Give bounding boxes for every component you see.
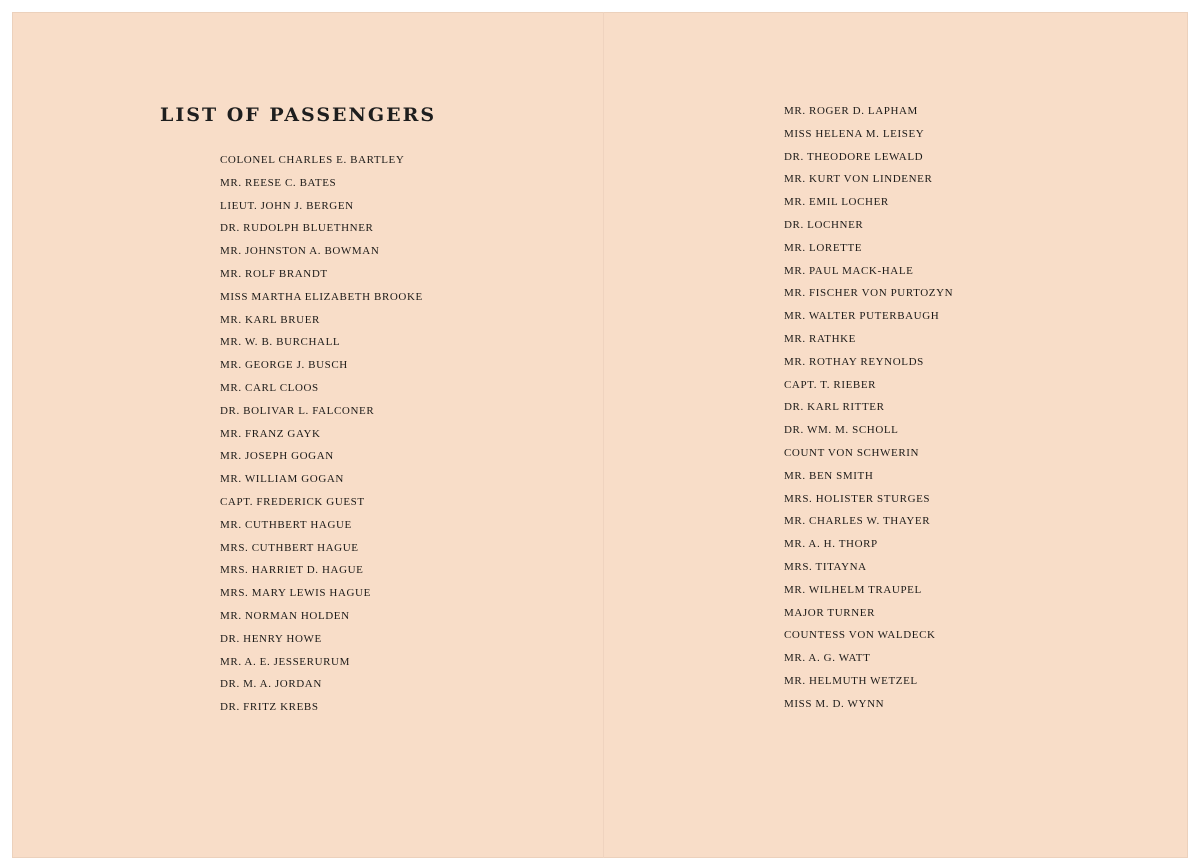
passenger-list-left [220, 152, 423, 722]
passenger-name: MR. FISCHER VON PURTOZYN [784, 287, 954, 300]
passenger-name: MR. ROLF BRANDT [220, 267, 328, 280]
passenger-name: MR. PAUL MACK-HALE [784, 264, 914, 277]
passenger-name: COUNTESS VON WALDECK [784, 629, 936, 642]
passenger-name: MISS M. D. WYNN [784, 697, 885, 710]
passenger-name: MR. WALTER PUTERBAUGH [784, 310, 940, 323]
passenger-name: MR. EMIL LOCHER [784, 196, 889, 209]
passenger-name: MR. KURT VON LINDENER [784, 173, 933, 186]
passenger-name: MR. A. G. WATT [784, 652, 871, 665]
passenger-name: MR. CARL CLOOS [220, 381, 319, 394]
passenger-name: MR. WILLIAM GOGAN [220, 473, 344, 486]
passenger-name: MRS. HOLISTER STURGES [784, 492, 931, 505]
passenger-name: MR. ROGER D. LAPHAM [784, 105, 918, 117]
passenger-name: MISS HELENA M. LEISEY [784, 127, 925, 140]
passenger-name: MR. CHARLES W. THAYER [784, 515, 931, 528]
passenger-name: MR. ROTHAY REYNOLDS [784, 355, 924, 368]
passenger-name: MISS MARTHA ELIZABETH BROOKE [220, 290, 423, 303]
passenger-name: MRS. TITAYNA [784, 560, 867, 573]
center-fold [603, 12, 604, 858]
passenger-name: DR. KARL RITTER [784, 401, 885, 414]
passenger-name: DR. LOCHNER [784, 218, 864, 231]
passenger-name: MRS. HARRIET D. HAGUE [220, 564, 364, 577]
passenger-name: MAJOR TURNER [784, 606, 876, 619]
passenger-name: MR. FRANZ GAYK [220, 427, 321, 440]
passenger-name: MR. REESE C. BATES [220, 176, 337, 189]
passenger-name: DR. BOLIVAR L. FALCONER [220, 404, 375, 417]
passenger-name: DR. WM. M. SCHOLL [784, 424, 899, 437]
passenger-name: DR. RUDOLPH BLUETHNER [220, 222, 374, 235]
passenger-name: MR. W. B. BURCHALL [220, 336, 341, 349]
passenger-name: MR. GEORGE J. BUSCH [220, 359, 348, 372]
passenger-name: MR. A. E. JESSERURUM [220, 655, 350, 668]
passenger-name: CAPT. T. RIEBER [784, 378, 877, 391]
passenger-name: LIEUT. JOHN J. BERGEN [220, 199, 354, 212]
passenger-name: DR. M. A. JORDAN [220, 678, 322, 691]
passenger-name: MR. CUTHBERT HAGUE [220, 518, 352, 531]
passenger-name: DR. HENRY HOWE [220, 632, 322, 645]
passenger-name: MRS. CUTHBERT HAGUE [220, 541, 359, 554]
passenger-name: DR. FRITZ KREBS [220, 701, 319, 714]
passenger-name: MR. A. H. THORP [784, 538, 878, 551]
page-title: LIST OF PASSENGERS [160, 104, 437, 126]
passenger-name: MR. KARL BRUER [220, 313, 320, 326]
passenger-name: COLONEL CHARLES E. BARTLEY [220, 154, 405, 166]
passenger-name: MR. BEN SMITH [784, 469, 874, 482]
paper-sheet [12, 12, 1188, 858]
passenger-name: MR. HELMUTH WETZEL [784, 674, 918, 687]
passenger-name: CAPT. FREDERICK GUEST [220, 495, 365, 508]
passenger-name: MR. NORMAN HOLDEN [220, 609, 350, 622]
passenger-name: MR. JOSEPH GOGAN [220, 450, 334, 463]
passenger-name: COUNT VON SCHWERIN [784, 446, 920, 459]
passenger-name: DR. THEODORE LEWALD [784, 150, 924, 163]
passenger-list-right [784, 103, 953, 719]
passenger-name: MR. WILHELM TRAUPEL [784, 583, 922, 596]
passenger-name: MR. RATHKE [784, 332, 857, 345]
passenger-name: MR. LORETTE [784, 241, 863, 254]
passenger-name: MR. JOHNSTON A. BOWMAN [220, 245, 380, 258]
passenger-name: MRS. MARY LEWIS HAGUE [220, 587, 371, 600]
